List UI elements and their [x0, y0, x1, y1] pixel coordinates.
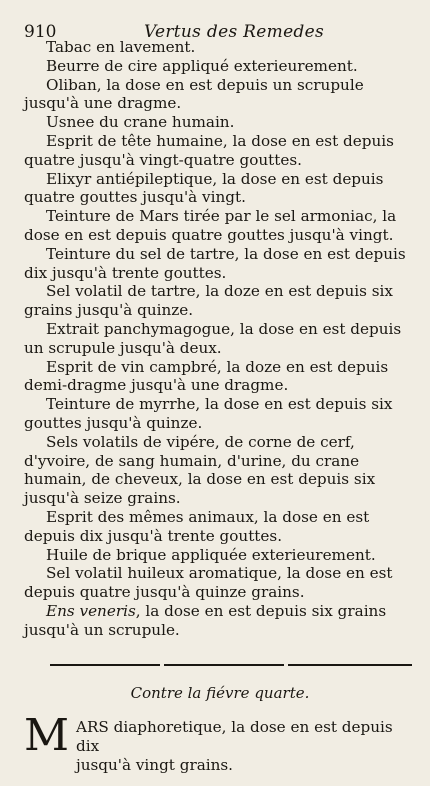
running-title: Vertus des Remedes — [144, 22, 324, 42]
final-line-1: ARS diaphoretique, la dose en est depuis dix — [76, 717, 393, 755]
final-paragraph — [24, 709, 416, 775]
page-number: 910 — [24, 22, 57, 42]
latin-term: Ens veneris — [46, 601, 136, 620]
divider-rule-right — [288, 664, 412, 666]
divider-rule-left — [50, 664, 160, 666]
paragraph: Tabac en lavement. — [46, 38, 196, 56]
paragraph: Esprit de tête humaine, la dose en est depuis quatre jusqu'à vingt-quatre gouttes. — [24, 131, 394, 169]
paragraph: Usnee du crane humain. — [46, 113, 235, 132]
paragraph: Esprit des mêmes animaux, la dose en est depuis dix jusqu'à trente gouttes. — [24, 507, 370, 545]
paragraph: Teinture de Mars tirée par le sel armoniac, la dose en est depuis quatre gouttes jusqu'à vingt. — [24, 207, 397, 244]
paragraph: Teinture du sel de tartre, la dose en est depuis dix jusqu'à trente gouttes. — [24, 244, 406, 282]
remedy-list — [24, 38, 416, 640]
paragraph: Sel volatil de tartre, la doze en est depuis six grains jusqu'à quinze. — [24, 282, 393, 320]
page-header — [24, 14, 416, 42]
paragraph: Extrait panchymagogue, la dose en est depuis un scrupule jusqu'à deux. — [24, 319, 402, 357]
section-title: Contre la fiévre quarte. — [130, 683, 310, 702]
paragraph: Teinture de myrrhe, la dose en est depuis six gouttes jusqu'à quinze. — [24, 395, 393, 432]
paragraph: Sel volatil huileux aromatique, la dose en est depuis quatre jusqu'à quinze grains. — [24, 564, 393, 602]
paragraph: Esprit de vin campbré, la doze en est depuis demi-dragme jusqu'à une dragme. — [24, 357, 389, 395]
paragraph: Huile de brique appliquée exterieurement. — [46, 545, 376, 564]
paragraph: Oliban, la dose en est depuis un scrupule jusqu'à une dragme. — [24, 75, 364, 113]
divider-rule-middle — [164, 664, 284, 666]
paragraph: Sels volatils de vipére, de corne de cerf, d'yvoire, de sang humain, d'urine, du crane humain, de cheveux, la dose en est depuis six jusqu'à seize grains. — [24, 432, 376, 508]
section-divider — [24, 664, 416, 666]
final-line-2: jusqu'à vingt grains. — [76, 755, 234, 774]
paragraph: Elixyr antiépileptique, la dose en est depuis quatre gouttes jusqu'à vingt. — [24, 169, 384, 207]
paragraph: Ens veneris, la dose en est depuis six grains jusqu'à un scrupule. — [24, 601, 387, 639]
paragraph: Beurre de cire appliqué exterieurement. — [46, 56, 358, 75]
drop-capital: M — [24, 709, 70, 761]
